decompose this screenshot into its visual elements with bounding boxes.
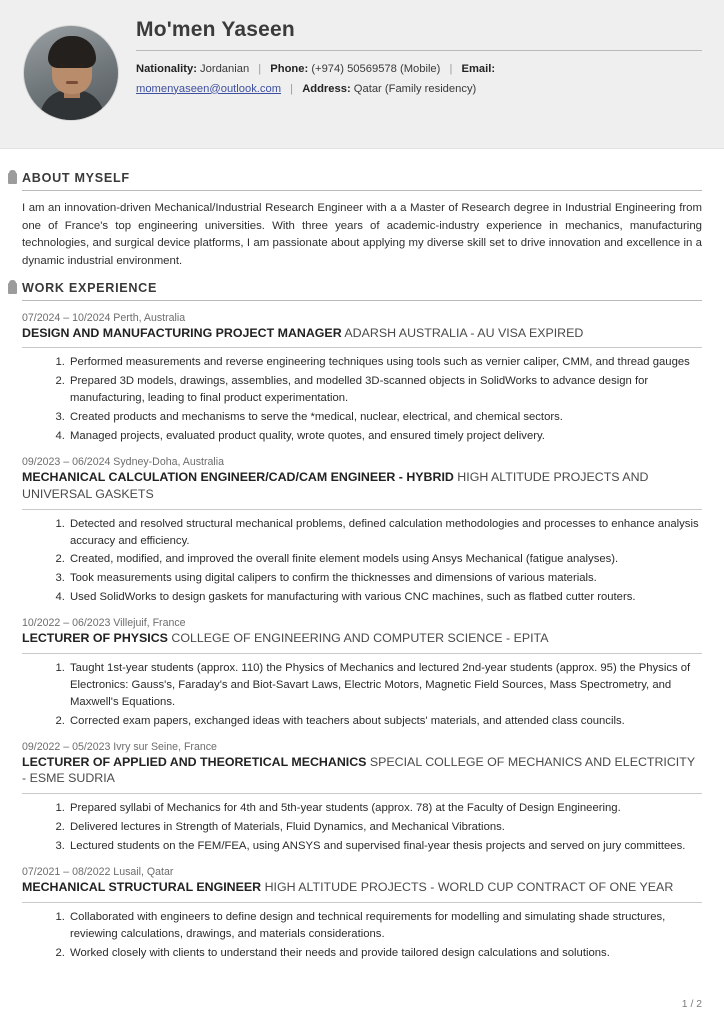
list-item: 4. Used SolidWorks to design gaskets for manufacturing with various CNC machines, such as flatbed cutter routers. — [68, 589, 702, 606]
photo-eye-right — [78, 64, 84, 67]
job-organization: SPECIAL COLLEGE OF MECHANICS AND ELECTRICITY - ESME SUDRIA — [22, 754, 695, 786]
document-body — [0, 149, 724, 1004]
list-item: 3. Lectured students on the FEM/FEA, using ANSYS and supervised final-year thesis projects and served on jury committees. — [68, 838, 702, 855]
contact-separator: | — [449, 63, 453, 75]
section-title-experience: WORK EXPERIENCE — [22, 280, 158, 295]
contact-separator: | — [258, 63, 262, 75]
job-role: LECTURER OF PHYSICS — [22, 631, 168, 646]
list-item: 2. Worked closely with clients to understand their needs and provide tailored design calculations and solutions. — [68, 945, 702, 962]
job-title — [22, 325, 702, 342]
about-paragraph: I am an innovation-driven Mechanical/Industrial Research Engineer with a a Master of Research degree in Industrial Engineering from one of France's top engineering universities. With three years of academic-industry experience in mechanics, manufacturing technologies, and surgical device platforms, I am passionate about applying my diverse skill set to drive innovation and excellence in a dynamic industrial environment. — [22, 202, 702, 268]
job-role: MECHANICAL CALCULATION ENGINEER/CAD/CAM ENGINEER - HYBRID — [22, 470, 454, 485]
experience-item — [22, 617, 702, 729]
address-label: Address: — [302, 82, 351, 95]
job-meta: 09/2023 – 06/2024 Sydney-Doha, Australia — [22, 456, 225, 469]
job-title — [22, 879, 702, 896]
job-meta: 07/2021 – 08/2022 Lusail, Qatar — [22, 866, 174, 879]
job-organization: HIGH ALTITUDE PROJECTS AND UNIVERSAL GASKETS — [22, 470, 649, 501]
job-organization: ADARSH AUSTRALIA - AU VISA EXPIRED — [344, 325, 584, 340]
experience-item — [22, 866, 702, 962]
job-organization: HIGH ALTITUDE PROJECTS - WORLD CUP CONTRACT OF ONE YEAR — [264, 880, 674, 895]
list-item: 3. Created products and mechanisms to serve the *medical, nuclear, electrical, and chemical sectors. — [68, 409, 702, 426]
list-item: 2. Created, modified, and improved the overall finite element models using Ansys Mechanical (fatigue analyses). — [68, 551, 702, 568]
job-divider — [22, 347, 702, 348]
photo-eye-left — [60, 64, 66, 67]
list-item: 2. Prepared 3D models, drawings, assemblies, and modelled 3D-scanned objects in SolidWorks to advance design for manufacturing, leading to final product experimentation. — [68, 373, 702, 407]
job-meta: 09/2022 – 05/2023 Ivry sur Seine, France — [22, 740, 217, 753]
experience-item — [22, 456, 702, 606]
job-meta: 07/2024 – 10/2024 Perth, Australia — [22, 311, 186, 324]
list-item: 1. Detected and resolved structural mechanical problems, defined calculation methodologies and processes to enhance analysis accuracy and efficiency. — [68, 516, 702, 550]
nationality-label: Nationality: — [136, 63, 197, 75]
list-item: 3. Took measurements using digital calipers to confirm the thicknesses and dimensions of various materials. — [68, 570, 702, 587]
avatar — [22, 14, 120, 132]
document-header — [0, 0, 724, 149]
address-value: Qatar (Family residency) — [353, 82, 477, 95]
list-item: 4. Managed projects, evaluated product quality, wrote quotes, and ensured timely project delivery. — [68, 428, 702, 445]
nationality-value: Jordanian — [200, 63, 250, 75]
page-number: 1 / 2 — [681, 999, 702, 1010]
nationality-line — [136, 63, 252, 75]
job-role: LECTURER OF APPLIED AND THEORETICAL MECHANICS — [22, 754, 367, 769]
job-divider — [22, 793, 702, 794]
email-label: Email: — [461, 63, 496, 75]
section-marker-icon — [8, 173, 17, 184]
section-title-about: ABOUT MYSELF — [22, 171, 130, 185]
contact-separator: | — [290, 82, 294, 95]
list-item: 1. Collaborated with engineers to define design and technical requirements for modelling and simulating shade structures, reviewing calculations, drawings, and materials considerations. — [68, 909, 702, 943]
list-item: 1. Prepared syllabi of Mechanics for 4th and 5th-year students (approx. 78) at the Faculty of Design Engineering. — [68, 800, 702, 817]
section-rule — [22, 190, 702, 191]
list-item: 1. Taught 1st-year students (approx. 110) the Physics of Mechanics and lectured 2nd-year students (approx. 95) the Physics of Electronics: Gauss's, Faraday's and Biot-Savart Laws, Electric Motors, Magnetic Field Sources, Mass Spectrometry, and Maxwell's Equations. — [68, 660, 702, 711]
job-task-list — [22, 800, 702, 855]
photo-mouth — [66, 81, 78, 84]
section-rule — [22, 300, 702, 301]
phone-line — [270, 63, 443, 75]
header-main — [136, 14, 702, 99]
job-divider — [22, 902, 702, 903]
phone-label: Phone: — [270, 63, 309, 75]
section-marker-icon — [8, 283, 17, 294]
job-organization: COLLEGE OF ENGINEERING AND COMPUTER SCIENCE - EPITA — [171, 631, 549, 646]
job-role: DESIGN AND MANUFACTURING PROJECT MANAGER — [22, 325, 342, 340]
section-about-myself — [22, 171, 702, 271]
job-task-list — [22, 660, 702, 730]
job-role: MECHANICAL STRUCTURAL ENGINEER — [22, 880, 262, 895]
job-task-list — [22, 516, 702, 607]
profile-photo — [23, 25, 119, 121]
experience-item — [22, 312, 702, 445]
header-divider — [136, 50, 702, 51]
email-link[interactable]: momenyaseen@outlook.com — [136, 82, 282, 95]
list-item: 1. Performed measurements and reverse engineering techniques using tools such as vernier caliper, CMM, and thread gauges — [68, 354, 702, 371]
job-task-list — [22, 909, 702, 962]
section-work-experience — [22, 281, 702, 962]
job-divider — [22, 509, 702, 510]
list-item: 2. Corrected exam papers, exchanged ideas with teachers about subjects' materials, and attended class councils. — [68, 713, 702, 730]
job-divider — [22, 653, 702, 654]
job-title — [22, 469, 702, 502]
page-title: Mo'men Yaseen — [136, 18, 295, 41]
job-meta: 10/2022 – 06/2023 Villejuif, France — [22, 617, 186, 630]
experience-item — [22, 741, 702, 855]
contact-details — [136, 60, 702, 99]
job-title — [22, 754, 702, 787]
list-item: 2. Delivered lectures in Strength of Materials, Fluid Dynamics, and Mechanical Vibrations. — [68, 819, 702, 836]
phone-value: (+974) 50569578 (Mobile) — [311, 63, 441, 75]
job-title — [22, 630, 702, 647]
job-task-list — [22, 354, 702, 445]
